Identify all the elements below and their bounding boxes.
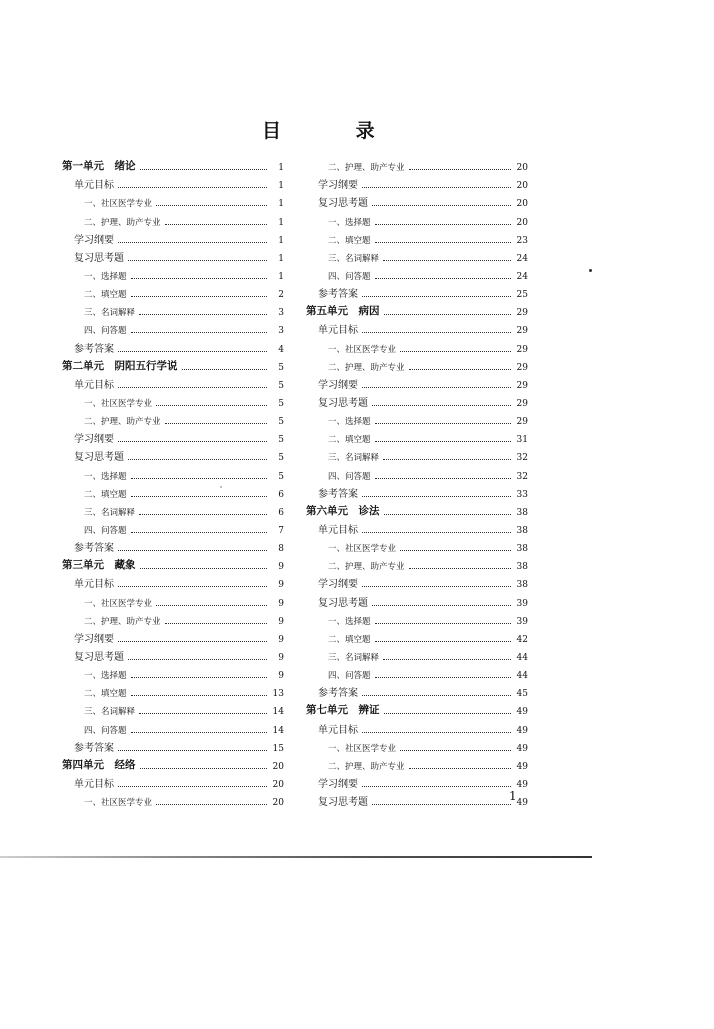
toc-entry-page: 29	[516, 344, 528, 355]
toc-entry-title: 三、名词解释	[328, 453, 380, 464]
toc-entry-page: 5	[278, 471, 284, 482]
toc-entry-title: 四、问答题	[328, 271, 371, 282]
toc-leader-dots	[156, 804, 267, 805]
toc-entry	[62, 645, 284, 663]
toc-leader-dots	[362, 296, 511, 297]
toc-entry-page: 38	[516, 580, 528, 591]
toc-entry	[62, 373, 284, 391]
toc-entry-title: 一、选择题	[328, 616, 371, 627]
toc-entry-title: 学习纲要	[318, 778, 358, 790]
toc-leader-dots	[118, 641, 267, 642]
toc-entry-title: 二、护理、助产专业	[84, 217, 161, 228]
toc-entry	[306, 699, 528, 717]
toc-entry-page: 3	[278, 326, 284, 337]
toc-leader-dots	[131, 532, 267, 533]
toc-leader-dots	[131, 677, 267, 678]
toc-entry-title: 参考答案	[74, 343, 114, 355]
toc-entry-page: 29	[516, 380, 528, 391]
toc-entry-page: 38	[516, 562, 528, 573]
toc-entry-title: 参考答案	[74, 543, 114, 555]
toc-entry	[62, 209, 284, 227]
toc-entry	[62, 300, 284, 318]
toc-leader-dots	[156, 205, 267, 206]
toc-entry	[62, 355, 284, 373]
toc-entry-title: 三、名词解释	[328, 253, 380, 264]
toc-entry-title: 参考答案	[318, 688, 358, 700]
toc-entry-title: 一、社区医学专业	[84, 199, 153, 210]
toc-entry	[306, 264, 528, 282]
toc-entry-title: 单元目标	[318, 524, 358, 536]
toc-leader-dots	[375, 623, 511, 624]
toc-entry-title: 二、填空题	[328, 235, 371, 246]
toc-entry	[62, 681, 284, 699]
toc-entry-page: 6	[278, 489, 284, 500]
toc-entry-page: 1	[278, 235, 284, 246]
toc-entry-page: 13	[272, 689, 284, 700]
toc-entry-title: 四、问答题	[328, 671, 371, 682]
toc-entry-title: 学习纲要	[74, 234, 114, 246]
toc-entry-page: 5	[278, 435, 284, 446]
toc-entry	[306, 482, 528, 500]
scan-edge-line	[0, 856, 592, 858]
toc-leader-dots	[362, 332, 511, 333]
toc-leader-dots	[384, 713, 512, 714]
toc-leader-dots	[375, 224, 511, 225]
toc-entry	[306, 445, 528, 463]
toc-leader-dots	[165, 224, 267, 225]
toc-entry	[62, 536, 284, 554]
toc-entry	[306, 409, 528, 427]
toc-entry	[306, 790, 528, 808]
toc-entry-title: 参考答案	[318, 488, 358, 500]
toc-entry-title: 第六单元 诊法	[306, 504, 380, 517]
toc-entry-page: 14	[272, 725, 284, 736]
toc-leader-dots	[118, 750, 267, 751]
toc-entry-page: 15	[272, 743, 284, 754]
toc-entry	[306, 609, 528, 627]
toc-leader-dots	[131, 332, 267, 333]
toc-entry	[62, 609, 284, 627]
toc-entry-page: 32	[516, 453, 528, 464]
toc-entry-title: 学习纲要	[74, 434, 114, 446]
toc-entry-title: 二、护理、助产专业	[328, 362, 405, 373]
toc-entry-page: 38	[516, 507, 528, 518]
toc-entry-title: 三、名词解释	[84, 707, 136, 718]
toc-entry	[306, 246, 528, 264]
toc-entry	[306, 681, 528, 699]
toc-entry	[62, 463, 284, 481]
toc-entry	[62, 191, 284, 209]
toc-entry	[62, 790, 284, 808]
toc-leader-dots	[362, 586, 511, 587]
toc-entry-page: 5	[278, 398, 284, 409]
toc-leader-dots	[409, 369, 511, 370]
toc-entry-title: 复习思考题	[74, 452, 124, 464]
toc-leader-dots	[383, 659, 511, 660]
toc-leader-dots	[139, 314, 267, 315]
toc-entry-page: 5	[278, 453, 284, 464]
toc-entry	[62, 173, 284, 191]
toc-entry	[306, 318, 528, 336]
toc-entry-page: 42	[516, 634, 528, 645]
toc-entry	[306, 191, 528, 209]
toc-entry-page: 9	[278, 616, 284, 627]
toc-entry	[62, 500, 284, 518]
toc-leader-dots	[384, 514, 512, 515]
toc-entry-title: 三、名词解释	[84, 507, 136, 518]
toc-leader-dots	[409, 768, 511, 769]
toc-leader-dots	[375, 641, 511, 642]
toc-entry-page: 9	[278, 634, 284, 645]
toc-entry-page: 49	[516, 779, 528, 790]
toc-entry-title: 一、社区医学专业	[84, 798, 153, 809]
toc-leader-dots	[375, 677, 511, 678]
toc-entry-page: 49	[516, 743, 528, 754]
toc-entry-title: 单元目标	[318, 724, 358, 736]
toc-entry-page: 20	[516, 199, 528, 210]
toc-entry	[306, 536, 528, 554]
page-number: 1	[509, 789, 517, 803]
toc-entry	[62, 699, 284, 717]
toc-leader-dots	[118, 441, 267, 442]
toc-leader-dots	[409, 568, 511, 569]
toc-leader-dots	[362, 695, 511, 696]
toc-entry	[306, 754, 528, 772]
toc-entry-page: 5	[278, 417, 284, 428]
toc-leader-dots	[156, 405, 267, 406]
toc-entry	[62, 391, 284, 409]
toc-entry-title: 单元目标	[74, 778, 114, 790]
toc-entry-title: 复习思考题	[318, 797, 368, 809]
toc-entry	[62, 663, 284, 681]
toc-entry	[62, 772, 284, 790]
toc-entry-page: 20	[272, 761, 284, 772]
toc-leader-dots	[139, 713, 267, 714]
toc-entry-title: 复习思考题	[318, 597, 368, 609]
toc-entry-title: 第五单元 病因	[306, 305, 380, 318]
toc-entry	[306, 228, 528, 246]
toc-entry-page: 24	[516, 271, 528, 282]
toc-entry-page: 29	[516, 417, 528, 428]
toc-entry	[62, 282, 284, 300]
toc-entry	[62, 482, 284, 500]
toc-leader-dots	[372, 804, 511, 805]
toc-entry	[306, 391, 528, 409]
toc-leader-dots	[182, 369, 268, 370]
toc-entry	[306, 282, 528, 300]
toc-entry	[62, 736, 284, 754]
toc-leader-dots	[362, 786, 511, 787]
toc-leader-dots	[375, 242, 511, 243]
toc-leader-dots	[375, 278, 511, 279]
toc-leader-dots	[131, 278, 267, 279]
toc-leader-dots	[118, 387, 267, 388]
toc-entry-page: 20	[516, 181, 528, 192]
toc-entry-page: 38	[516, 544, 528, 555]
toc-entry	[62, 318, 284, 336]
toc-entry-title: 第七单元 辨证	[306, 704, 380, 717]
toc-entry-page: 24	[516, 253, 528, 264]
toc-entry-title: 二、填空题	[84, 489, 127, 500]
toc-entry-title: 一、选择题	[328, 417, 371, 428]
toc-leader-dots	[118, 586, 267, 587]
toc-leader-dots	[372, 205, 511, 206]
toc-entry	[306, 627, 528, 645]
toc-entry-title: 一、选择题	[84, 271, 127, 282]
toc-entry-page: 7	[278, 525, 284, 536]
toc-entry	[306, 572, 528, 590]
scan-speck	[589, 269, 592, 272]
toc-leader-dots	[384, 314, 512, 315]
toc-entry	[306, 427, 528, 445]
toc-entry-page: 39	[516, 598, 528, 609]
toc-leader-dots	[372, 605, 511, 606]
toc-leader-dots	[409, 169, 511, 170]
toc-leader-dots	[375, 441, 511, 442]
toc-leader-dots	[118, 242, 267, 243]
toc-entry	[62, 246, 284, 264]
toc-entry-page: 33	[516, 489, 528, 500]
toc-entry	[62, 228, 284, 246]
toc-entry-title: 四、问答题	[84, 525, 127, 536]
toc-entry	[62, 754, 284, 772]
toc-entry	[62, 427, 284, 445]
toc-leader-dots	[400, 351, 511, 352]
toc-entry-title: 二、填空题	[328, 435, 371, 446]
toc-entry-page: 14	[272, 707, 284, 718]
toc-entry-title: 二、护理、助产专业	[328, 761, 405, 772]
toc-leader-dots	[118, 786, 267, 787]
toc-entry-page: 29	[516, 308, 528, 319]
toc-leader-dots	[139, 514, 267, 515]
toc-entry-title: 三、名词解释	[84, 308, 136, 319]
toc-leader-dots	[362, 732, 511, 733]
toc-entry-page: 1	[278, 217, 284, 228]
toc-entry	[306, 300, 528, 318]
toc-entry	[306, 518, 528, 536]
toc-entry-page: 49	[516, 761, 528, 772]
toc-entry-title: 第三单元 藏象	[62, 559, 136, 572]
toc-entry-page: 29	[516, 362, 528, 373]
toc-entry-page: 38	[516, 525, 528, 536]
toc-entry	[306, 717, 528, 735]
toc-entry	[306, 336, 528, 354]
toc-entry	[62, 554, 284, 572]
toc-leader-dots	[131, 296, 267, 297]
toc-entry-title: 复习思考题	[318, 198, 368, 210]
toc-entry-page: 5	[278, 362, 284, 373]
toc-entry-title: 一、社区医学专业	[328, 743, 397, 754]
toc-entry-title: 参考答案	[318, 289, 358, 301]
toc-entry-page: 1	[278, 181, 284, 192]
toc-entry-title: 一、社区医学专业	[84, 398, 153, 409]
toc-entry-title: 一、社区医学专业	[328, 344, 397, 355]
toc-entry	[306, 736, 528, 754]
toc-entry-page: 9	[278, 671, 284, 682]
toc-leader-dots	[128, 659, 267, 660]
toc-entry-page: 45	[516, 689, 528, 700]
toc-entry	[306, 663, 528, 681]
toc-entry-page: 32	[516, 471, 528, 482]
toc-entry-title: 单元目标	[74, 379, 114, 391]
toc-entry	[306, 463, 528, 481]
toc-entry-page: 6	[278, 507, 284, 518]
toc-leader-dots	[128, 459, 267, 460]
toc-entry	[62, 518, 284, 536]
toc-entry-title: 学习纲要	[318, 180, 358, 192]
toc-entry	[306, 209, 528, 227]
toc-entry-title: 单元目标	[74, 180, 114, 192]
toc-entry	[306, 554, 528, 572]
toc-leader-dots	[140, 169, 268, 170]
toc-entry-title: 二、护理、助产专业	[84, 616, 161, 627]
toc-leader-dots	[128, 260, 267, 261]
toc-leader-dots	[131, 695, 267, 696]
toc-entry	[306, 772, 528, 790]
toc-entry-title: 二、填空题	[84, 689, 127, 700]
toc-leader-dots	[140, 568, 268, 569]
toc-entry-page: 8	[278, 544, 284, 555]
toc-leader-dots	[362, 187, 511, 188]
toc-entry-page: 44	[516, 671, 528, 682]
toc-entry-title: 一、社区医学专业	[84, 598, 153, 609]
toc-entry	[62, 336, 284, 354]
toc-leader-dots	[131, 478, 267, 479]
toc-entry	[306, 355, 528, 373]
toc-entry-title: 一、选择题	[84, 671, 127, 682]
toc-entry-title: 四、问答题	[84, 725, 127, 736]
toc-leader-dots	[362, 532, 511, 533]
toc-leader-dots	[118, 550, 267, 551]
toc-entry	[306, 173, 528, 191]
toc-entry-page: 20	[272, 779, 284, 790]
toc-leader-dots	[131, 732, 267, 733]
toc-entry-page: 9	[278, 562, 284, 573]
toc-entry-page: 9	[278, 598, 284, 609]
toc-entry	[62, 572, 284, 590]
toc-entry	[306, 500, 528, 518]
toc-entry-page: 25	[516, 290, 528, 301]
toc-entry	[306, 155, 528, 173]
toc-entry-page: 1	[278, 163, 284, 174]
toc-entry-page: 2	[278, 290, 284, 301]
toc-entry-page: 20	[516, 163, 528, 174]
toc-right-column	[306, 155, 528, 808]
toc-entry-title: 二、填空题	[328, 634, 371, 645]
toc-entry-page: 23	[516, 235, 528, 246]
toc-leader-dots	[140, 768, 268, 769]
toc-leader-dots	[165, 623, 267, 624]
toc-leader-dots	[131, 496, 267, 497]
toc-leader-dots	[156, 605, 267, 606]
toc-entry-title: 二、填空题	[84, 290, 127, 301]
page-title: 目 录	[262, 120, 409, 142]
toc-entry-title: 参考答案	[74, 742, 114, 754]
toc-entry	[62, 590, 284, 608]
toc-leader-dots	[375, 423, 511, 424]
toc-entry-title: 二、护理、助产专业	[84, 417, 161, 428]
toc-entry-title: 第二单元 阴阳五行学说	[62, 359, 178, 372]
toc-entry	[306, 373, 528, 391]
toc-entry-page: 29	[516, 326, 528, 337]
toc-entry-page: 3	[278, 308, 284, 319]
toc-entry-title: 单元目标	[318, 325, 358, 337]
toc-entry-page: 20	[272, 798, 284, 809]
toc-entry	[62, 627, 284, 645]
toc-entry	[62, 264, 284, 282]
toc-entry-page: 9	[278, 652, 284, 663]
toc-entry-title: 第一单元 绪论	[62, 160, 136, 173]
toc-entry-title: 二、护理、助产专业	[328, 562, 405, 573]
toc-entry-title: 二、护理、助产专业	[328, 163, 405, 174]
toc-entry-page: 5	[278, 380, 284, 391]
toc-entry-page: 31	[516, 435, 528, 446]
toc-entry-title: 一、社区医学专业	[328, 544, 397, 555]
toc-entry-title: 四、问答题	[84, 326, 127, 337]
toc-leader-dots	[383, 459, 511, 460]
toc-entry	[62, 717, 284, 735]
toc-entry-page: 1	[278, 253, 284, 264]
toc-entry-title: 三、名词解释	[328, 652, 380, 663]
toc-leader-dots	[165, 423, 267, 424]
toc-entry-page: 49	[516, 798, 528, 809]
toc-entry	[62, 445, 284, 463]
toc-entry-title: 一、选择题	[328, 217, 371, 228]
toc-entry-title: 复习思考题	[318, 397, 368, 409]
toc-entry-page: 29	[516, 398, 528, 409]
toc-leader-dots	[375, 478, 511, 479]
toc-leader-dots	[362, 387, 511, 388]
toc-entry-title: 复习思考题	[74, 252, 124, 264]
toc-entry-page: 9	[278, 580, 284, 591]
toc-leader-dots	[400, 750, 511, 751]
toc-entry	[306, 645, 528, 663]
toc-entry	[62, 409, 284, 427]
toc-entry-page: 4	[278, 344, 284, 355]
toc-leader-dots	[118, 187, 267, 188]
toc-leader-dots	[400, 550, 511, 551]
toc-entry-title: 学习纲要	[318, 579, 358, 591]
toc-entry-title: 一、选择题	[84, 471, 127, 482]
toc-entry	[306, 590, 528, 608]
toc-entry-title: 复习思考题	[74, 651, 124, 663]
toc-entry-title: 第四单元 经络	[62, 758, 136, 771]
toc-leader-dots	[118, 351, 267, 352]
toc-leader-dots	[383, 260, 511, 261]
toc-entry	[62, 155, 284, 173]
toc-entry-page: 1	[278, 199, 284, 210]
toc-entry-title: 单元目标	[74, 579, 114, 591]
toc-leader-dots	[372, 405, 511, 406]
toc-leader-dots	[362, 496, 511, 497]
scan-speck	[220, 486, 222, 488]
toc-entry-title: 四、问答题	[328, 471, 371, 482]
toc-entry-page: 44	[516, 652, 528, 663]
toc-entry-title: 学习纲要	[74, 633, 114, 645]
toc-entry-title: 学习纲要	[318, 379, 358, 391]
toc-entry-page: 49	[516, 707, 528, 718]
toc-entry-page: 1	[278, 271, 284, 282]
toc-entry-page: 20	[516, 217, 528, 228]
toc-entry-page: 39	[516, 616, 528, 627]
toc-left-column	[62, 155, 284, 808]
toc-entry-page: 49	[516, 725, 528, 736]
